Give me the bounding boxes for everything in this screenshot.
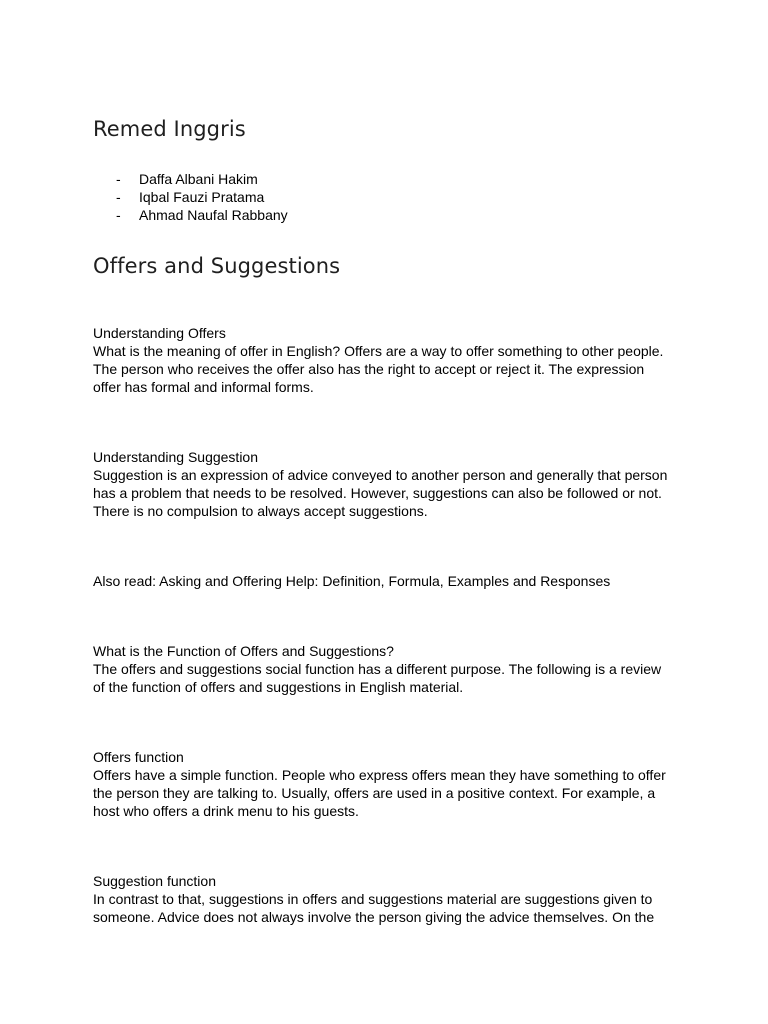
paragraph-offers-function bbox=[93, 748, 683, 820]
paragraph-line: The offers and suggestions social function has a different purpose. The following is a review bbox=[93, 661, 662, 677]
paragraph-line: Suggestion is an expression of advice conveyed to another person and generally that person bbox=[93, 467, 668, 483]
also-read-line: Also read: Asking and Offering Help: Definition, Formula, Examples and Responses bbox=[93, 573, 611, 589]
paragraph-line: What is the meaning of offer in English? Offers are a way to offer something to other people. bbox=[93, 343, 664, 359]
document-title: Remed Inggris bbox=[93, 117, 246, 141]
list-item bbox=[93, 206, 288, 224]
section-title: Offers and Suggestions bbox=[93, 254, 341, 278]
author-list bbox=[93, 170, 288, 224]
paragraph-line: offer has formal and informal forms. bbox=[93, 379, 314, 395]
paragraph-line: the person they are talking to. Usually, offers are used in a positive context. For example, a bbox=[93, 785, 656, 801]
author-name: Daffa Albani Hakim bbox=[139, 171, 258, 187]
author-name: Ahmad Naufal Rabbany bbox=[139, 207, 288, 223]
paragraph-heading: What is the Function of Offers and Suggestions? bbox=[93, 643, 394, 659]
list-bullet: - bbox=[116, 171, 121, 187]
paragraph-heading: Suggestion function bbox=[93, 873, 216, 889]
paragraph-understanding-offers bbox=[93, 324, 683, 396]
paragraph-line: There is no compulsion to always accept suggestions. bbox=[93, 503, 428, 519]
paragraph-line: host who offers a drink menu to his guests. bbox=[93, 803, 359, 819]
paragraph-line: of the function of offers and suggestions in English material. bbox=[93, 679, 464, 695]
list-bullet: - bbox=[116, 189, 121, 205]
list-item bbox=[93, 170, 288, 188]
paragraph-line: The person who receives the offer also has the right to accept or reject it. The expression bbox=[93, 361, 645, 377]
list-item bbox=[93, 188, 288, 206]
paragraph-line: someone. Advice does not always involve the person giving the advice themselves. On the bbox=[93, 909, 655, 925]
paragraph-heading: Understanding Offers bbox=[93, 325, 226, 341]
paragraph-heading: Understanding Suggestion bbox=[93, 449, 259, 465]
paragraph-line: In contrast to that, suggestions in offers and suggestions material are suggestions given to bbox=[93, 891, 653, 907]
list-bullet: - bbox=[116, 207, 121, 223]
paragraph-heading: Offers function bbox=[93, 749, 184, 765]
paragraph-suggestion-function bbox=[93, 872, 683, 926]
paragraph-line: Offers have a simple function. People who express offers mean they have something to offer bbox=[93, 767, 666, 783]
paragraph-understanding-suggestion bbox=[93, 448, 683, 520]
author-name: Iqbal Fauzi Pratama bbox=[139, 189, 265, 205]
paragraph-line: has a problem that needs to be resolved. However, suggestions can also be followed or not. bbox=[93, 485, 662, 501]
paragraph-function-question bbox=[93, 642, 683, 696]
paragraph-also-read bbox=[93, 572, 683, 590]
